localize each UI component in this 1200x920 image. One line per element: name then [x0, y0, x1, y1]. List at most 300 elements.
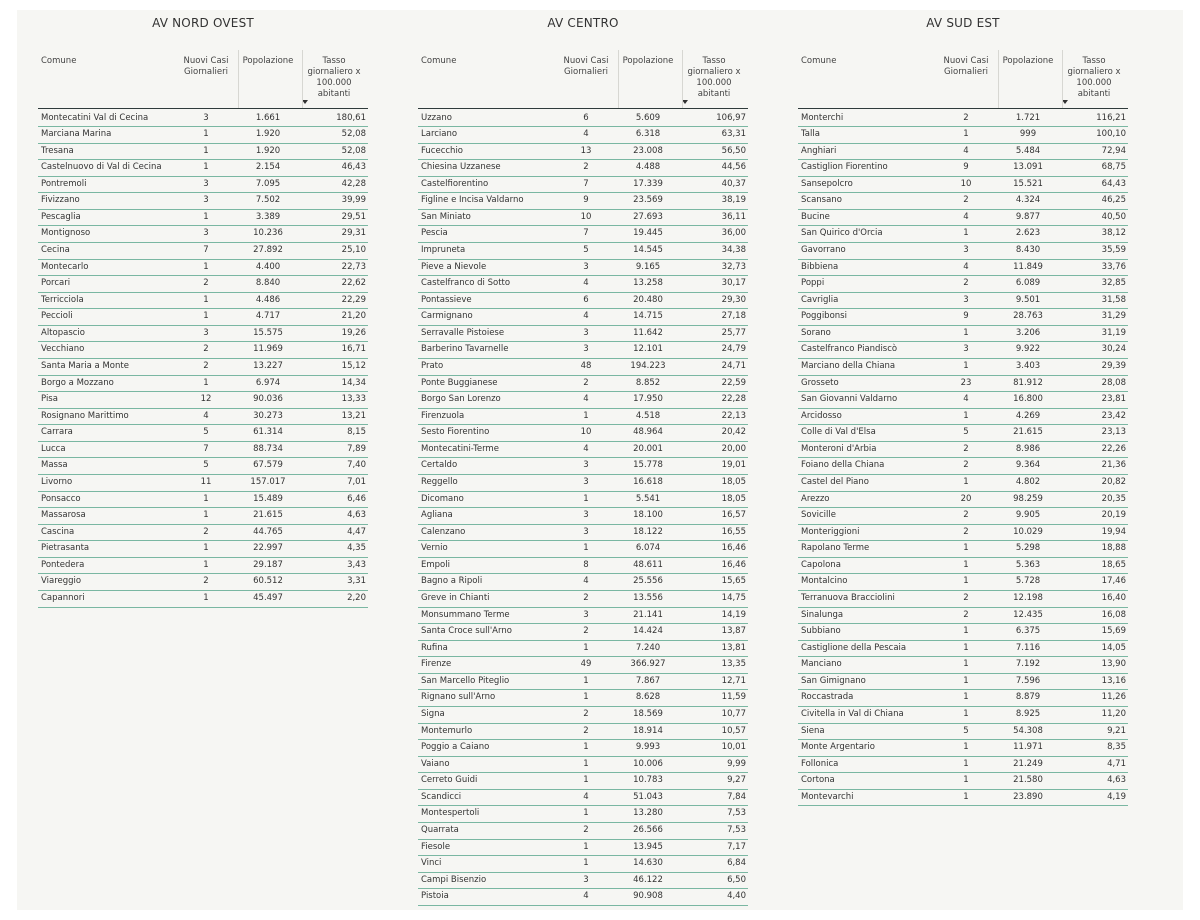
cell-tasso: 15,69: [1101, 626, 1126, 637]
cell-comune: Castiglione della Pescaia: [801, 642, 907, 653]
cell-popolazione: 10.006: [633, 758, 663, 769]
cell-nuovi-casi: 2: [583, 725, 589, 736]
table-row: [418, 424, 748, 442]
table-row: [38, 126, 368, 144]
cell-tasso: 13,33: [341, 394, 366, 405]
cell-comune: Dicomano: [421, 493, 464, 504]
table-row: [38, 292, 368, 310]
header-line: Nuovi Casi: [563, 56, 609, 66]
cell-popolazione: 13.556: [633, 593, 663, 604]
cell-comune: Montecatini-Terme: [421, 443, 499, 454]
cell-tasso: 16,55: [721, 526, 746, 537]
cell-nuovi-casi: 2: [963, 112, 969, 123]
cell-tasso: 9,99: [727, 758, 746, 769]
cell-tasso: 16,40: [1101, 593, 1126, 604]
cell-tasso: 20,00: [721, 443, 746, 454]
cell-tasso: 20,82: [1101, 477, 1126, 488]
cell-popolazione: 23.890: [1013, 791, 1043, 802]
cell-tasso: 22,62: [341, 278, 366, 289]
cell-nuovi-casi: 1: [963, 361, 969, 372]
cell-comune: Reggello: [421, 477, 458, 488]
cell-tasso: 11,26: [1101, 692, 1126, 703]
table-row: [418, 822, 748, 840]
cell-tasso: 32,73: [721, 261, 746, 272]
cell-nuovi-casi: 3: [203, 178, 209, 189]
cell-nuovi-casi: 1: [963, 410, 969, 421]
cell-comune: Montalcino: [801, 576, 848, 587]
cell-nuovi-casi: 1: [203, 129, 209, 140]
cell-tasso: 4,63: [347, 510, 366, 521]
cell-nuovi-casi: 1: [963, 791, 969, 802]
cell-tasso: 4,40: [727, 891, 746, 902]
cell-comune: Sovicille: [801, 510, 836, 521]
cell-comune: Vernio: [421, 543, 448, 554]
table-row: [798, 689, 1128, 707]
cell-nuovi-casi: 10: [580, 211, 592, 222]
cell-popolazione: 8.986: [1015, 443, 1041, 454]
cell-popolazione: 23.569: [633, 195, 663, 206]
cell-nuovi-casi: 3: [583, 609, 589, 620]
cell-popolazione: 90.908: [633, 891, 663, 902]
cell-tasso: 20,35: [1101, 493, 1126, 504]
header-line: 100.000: [696, 78, 732, 88]
cell-nuovi-casi: 1: [963, 742, 969, 753]
cell-tasso: 25,77: [721, 327, 746, 338]
cell-nuovi-casi: 3: [963, 344, 969, 355]
cell-comune: Firenze: [421, 659, 452, 670]
table-row: [798, 441, 1128, 459]
cell-nuovi-casi: 1: [583, 841, 589, 852]
cell-comune: Sesto Fiorentino: [421, 427, 490, 438]
cell-popolazione: 11.969: [253, 344, 283, 355]
cell-popolazione: 8.879: [1015, 692, 1041, 703]
cell-comune: Porcari: [41, 278, 71, 289]
cell-tasso: 24,79: [721, 344, 746, 355]
cell-comune: Bibbiena: [801, 261, 839, 272]
cell-comune: Vecchiano: [41, 344, 85, 355]
cell-nuovi-casi: 3: [583, 261, 589, 272]
cell-nuovi-casi: 1: [963, 775, 969, 786]
cell-popolazione: 3.389: [255, 211, 281, 222]
cell-tasso: 12,71: [721, 675, 746, 686]
column-separator: [1062, 50, 1063, 108]
table-row: [798, 275, 1128, 293]
column-header-popolazione[interactable]: Popolazione: [1002, 56, 1054, 66]
table-row: [38, 540, 368, 558]
cell-tasso: 19,26: [341, 327, 366, 338]
cell-comune: Scansano: [801, 195, 842, 206]
table-row: [418, 640, 748, 658]
cell-nuovi-casi: 48: [580, 361, 592, 372]
cell-comune: Quarrata: [421, 825, 459, 835]
cell-nuovi-casi: 1: [583, 642, 589, 653]
cell-nuovi-casi: 3: [583, 344, 589, 355]
cell-nuovi-casi: 1: [963, 477, 969, 488]
table-row: [798, 673, 1128, 691]
cell-comune: Borgo San Lorenzo: [421, 394, 501, 405]
table-row: [418, 491, 748, 509]
cell-popolazione: 45.497: [253, 593, 283, 604]
cell-nuovi-casi: 1: [583, 742, 589, 753]
cell-tasso: 22,59: [721, 377, 746, 388]
column-header-tasso[interactable]: [674, 56, 754, 100]
table-row: [418, 325, 748, 343]
cell-popolazione: 5.541: [635, 493, 661, 504]
table-row: [798, 126, 1128, 144]
cell-tasso: 30,17: [721, 278, 746, 289]
column-separator: [998, 50, 999, 108]
cell-popolazione: 54.308: [1013, 725, 1043, 736]
table-row: [38, 259, 368, 277]
cell-popolazione: 18.122: [633, 526, 663, 537]
cell-tasso: 36,00: [721, 228, 746, 239]
table-row: [38, 507, 368, 525]
header-line: 100.000: [316, 78, 352, 88]
cell-tasso: 22,13: [721, 410, 746, 421]
table-row: [798, 623, 1128, 641]
table-row: [798, 524, 1128, 542]
column-header-popolazione[interactable]: Popolazione: [622, 56, 674, 66]
cell-popolazione: 6.318: [635, 129, 661, 140]
cell-popolazione: 12.101: [633, 344, 663, 355]
cell-nuovi-casi: 2: [583, 593, 589, 604]
cell-nuovi-casi: 2: [963, 195, 969, 206]
cell-nuovi-casi: 2: [203, 526, 209, 537]
cell-nuovi-casi: 1: [203, 593, 209, 604]
cell-nuovi-casi: 3: [583, 526, 589, 537]
cell-tasso: 16,46: [721, 543, 746, 554]
cell-popolazione: 15.489: [253, 493, 283, 504]
cell-popolazione: 18.100: [633, 510, 663, 521]
cell-comune: Monsummano Terme: [421, 609, 510, 620]
table-row: [798, 607, 1128, 625]
cell-popolazione: 8.925: [1015, 709, 1041, 720]
cell-nuovi-casi: 1: [963, 642, 969, 653]
cell-comune: Sinalunga: [801, 609, 844, 620]
cell-nuovi-casi: 1: [203, 543, 209, 554]
cell-popolazione: 5.609: [635, 112, 661, 123]
cell-tasso: 22,26: [1101, 443, 1126, 454]
cell-nuovi-casi: 4: [583, 311, 589, 322]
cell-popolazione: 21.615: [253, 510, 283, 521]
cell-popolazione: 9.905: [1015, 510, 1041, 521]
cell-nuovi-casi: 1: [203, 145, 209, 156]
cell-popolazione: 4.488: [635, 162, 661, 173]
cell-tasso: 13,81: [721, 642, 746, 653]
cell-nuovi-casi: 1: [963, 626, 969, 637]
cell-popolazione: 7.240: [635, 642, 661, 653]
cell-nuovi-casi: 1: [203, 510, 209, 521]
table-row: [798, 424, 1128, 442]
cell-nuovi-casi: 1: [963, 758, 969, 769]
table-row: [418, 623, 748, 641]
cell-comune: Arcidosso: [801, 410, 842, 421]
header-line: abitanti: [317, 89, 351, 99]
cell-comune: Greve in Chianti: [421, 593, 490, 604]
cell-nuovi-casi: 8: [583, 559, 589, 570]
cell-tasso: 14,19: [721, 609, 746, 620]
header-line: giornaliero x: [687, 67, 741, 77]
cell-tasso: 7,89: [347, 443, 366, 454]
cell-comune: Larciano: [421, 129, 458, 140]
cell-nuovi-casi: 4: [963, 145, 969, 156]
cell-comune: Lucca: [41, 443, 66, 454]
cell-comune: Grosseto: [801, 377, 839, 388]
cell-tasso: 16,71: [341, 344, 366, 355]
table-row: [418, 540, 748, 558]
cell-nuovi-casi: 10: [960, 178, 972, 189]
cell-nuovi-casi: 1: [203, 294, 209, 305]
table-row: [798, 656, 1128, 674]
table-row: [798, 176, 1128, 194]
cell-comune: Arezzo: [801, 493, 830, 504]
cell-comune: Ponsacco: [41, 493, 81, 504]
cell-comune: Signa: [421, 709, 445, 720]
table-row: [798, 143, 1128, 161]
column-header-comune[interactable]: Comune: [801, 56, 837, 66]
cell-nuovi-casi: 5: [963, 725, 969, 736]
cell-tasso: 35,59: [1101, 245, 1126, 256]
cell-comune: Castelfranco Piandiscò: [801, 344, 898, 355]
cell-nuovi-casi: 4: [583, 791, 589, 802]
cell-popolazione: 5.298: [1015, 543, 1041, 554]
cell-comune: Certaldo: [421, 460, 458, 471]
cell-popolazione: 10.029: [1013, 526, 1043, 537]
cell-nuovi-casi: 1: [583, 775, 589, 786]
table-row: [418, 209, 748, 227]
cell-nuovi-casi: 1: [203, 162, 209, 173]
column-header-tasso[interactable]: [1054, 56, 1134, 100]
header-line: giornaliero x: [1067, 67, 1121, 77]
table-row: [38, 225, 368, 243]
cell-popolazione: 28.763: [1013, 311, 1043, 322]
header-line: 100.000: [1076, 78, 1112, 88]
cell-tasso: 16,46: [721, 559, 746, 570]
cell-comune: Castelfiorentino: [421, 178, 489, 189]
cell-tasso: 3,31: [347, 576, 366, 587]
cell-tasso: 36,11: [721, 211, 746, 222]
column-header-popolazione[interactable]: Popolazione: [242, 56, 294, 66]
cell-nuovi-casi: 1: [583, 692, 589, 703]
cell-nuovi-casi: 3: [203, 228, 209, 239]
table-row: [38, 242, 368, 260]
cell-comune: Poggio a Caiano: [421, 742, 490, 753]
column-separator: [618, 50, 619, 108]
header-line: Nuovi Casi: [943, 56, 989, 66]
cell-comune: Foiano della Chiana: [801, 460, 885, 471]
cell-comune: Viareggio: [41, 576, 82, 587]
table-row: [418, 772, 748, 790]
cell-popolazione: 21.580: [1013, 775, 1043, 786]
cell-comune: Sorano: [801, 327, 831, 338]
cell-popolazione: 1.661: [255, 112, 281, 123]
cell-comune: Pescaglia: [41, 211, 81, 222]
cell-nuovi-casi: 4: [583, 443, 589, 454]
cell-nuovi-casi: 2: [963, 460, 969, 471]
header-line: Tasso: [702, 56, 726, 66]
cell-tasso: 27,18: [721, 311, 746, 322]
table-row: [418, 474, 748, 492]
column-separator: [682, 50, 683, 108]
cell-popolazione: 5.484: [1015, 145, 1041, 156]
cell-nuovi-casi: 1: [963, 692, 969, 703]
cell-comune: Fiesole: [421, 841, 451, 852]
cell-tasso: 9,21: [1107, 725, 1126, 736]
cell-popolazione: 29.187: [253, 559, 283, 570]
cell-tasso: 19,01: [721, 460, 746, 471]
table-row: [418, 391, 748, 409]
cell-popolazione: 7.116: [1015, 642, 1041, 653]
cell-nuovi-casi: 1: [583, 758, 589, 769]
panel-title: AV SUD EST: [926, 16, 1000, 30]
cell-nuovi-casi: 2: [583, 626, 589, 637]
cell-comune: Prato: [421, 361, 444, 372]
cell-comune: Cecina: [41, 245, 70, 256]
table-row: [798, 192, 1128, 210]
table-row: [38, 590, 368, 608]
cell-nuovi-casi: 1: [203, 211, 209, 222]
cell-nuovi-casi: 2: [203, 576, 209, 587]
cell-tasso: 10,01: [721, 742, 746, 753]
table-row: [38, 325, 368, 343]
cell-tasso: 4,71: [1107, 758, 1126, 769]
column-header-comune[interactable]: Comune: [421, 56, 457, 66]
cell-popolazione: 13.280: [633, 808, 663, 819]
cell-comune: Cerreto Guidi: [421, 775, 478, 786]
table-row: [798, 723, 1128, 741]
table-row: [418, 888, 748, 906]
header-line: Giornalieri: [564, 67, 608, 77]
cell-tasso: 7,40: [347, 460, 366, 471]
cell-tasso: 6,50: [727, 874, 746, 885]
table-row: [798, 341, 1128, 359]
cell-nuovi-casi: 1: [963, 559, 969, 570]
cell-popolazione: 14.715: [633, 311, 663, 322]
cell-comune: Terranuova Bracciolini: [801, 593, 895, 604]
cell-popolazione: 98.259: [1013, 493, 1043, 504]
cell-comune: Poggibonsi: [801, 311, 847, 322]
cell-comune: Tresana: [41, 145, 74, 156]
cell-popolazione: 60.512: [253, 576, 283, 587]
cell-popolazione: 22.997: [253, 543, 283, 554]
cell-popolazione: 9.993: [635, 742, 661, 753]
cell-popolazione: 194.223: [630, 361, 666, 372]
cell-nuovi-casi: 2: [583, 377, 589, 388]
cell-popolazione: 1.920: [255, 145, 281, 156]
cell-comune: Pieve a Nievole: [421, 261, 487, 272]
cell-nuovi-casi: 1: [963, 675, 969, 686]
column-header-tasso[interactable]: [294, 56, 374, 100]
cell-comune: Civitella in Val di Chiana: [801, 709, 904, 720]
cell-comune: Montemurlo: [421, 725, 473, 736]
header-line: Tasso: [1082, 56, 1106, 66]
cell-popolazione: 7.095: [255, 178, 281, 189]
cell-tasso: 18,05: [721, 493, 746, 504]
cell-comune: Cascina: [41, 526, 75, 537]
cell-comune: Pontedera: [41, 559, 85, 570]
cell-comune: Empoli: [421, 559, 450, 570]
table-row: [38, 474, 368, 492]
cell-nuovi-casi: 3: [963, 245, 969, 256]
cell-popolazione: 14.424: [633, 626, 663, 637]
cell-popolazione: 999: [1019, 129, 1037, 140]
cell-popolazione: 4.324: [1015, 195, 1041, 206]
cell-tasso: 17,46: [1101, 576, 1126, 587]
cell-nuovi-casi: 4: [963, 261, 969, 272]
cell-popolazione: 8.628: [635, 692, 661, 703]
cell-nuovi-casi: 1: [963, 659, 969, 670]
table-row: [418, 341, 748, 359]
table-row: [38, 192, 368, 210]
cell-popolazione: 9.922: [1015, 344, 1041, 355]
cell-comune: Montevarchi: [801, 791, 854, 802]
table-row: [418, 590, 748, 608]
table-row: [418, 110, 748, 128]
cell-nuovi-casi: 3: [583, 327, 589, 338]
cell-comune: Gavorrano: [801, 245, 846, 256]
cell-nuovi-casi: 1: [963, 327, 969, 338]
cell-tasso: 9,27: [727, 775, 746, 786]
cell-popolazione: 14.630: [633, 858, 663, 869]
cell-popolazione: 4.400: [255, 261, 281, 272]
column-separator: [302, 50, 303, 108]
cell-popolazione: 18.569: [633, 709, 663, 720]
cell-comune: Figline e Incisa Valdarno: [421, 195, 524, 206]
cell-tasso: 52,08: [341, 129, 366, 140]
cell-comune: Rufina: [421, 642, 448, 653]
cell-comune: Pescia: [421, 228, 448, 239]
cell-comune: Barberino Tavarnelle: [421, 344, 509, 355]
cell-popolazione: 61.314: [253, 427, 283, 438]
table-row: [798, 457, 1128, 475]
cell-tasso: 8,15: [347, 427, 366, 438]
cell-nuovi-casi: 23: [960, 377, 972, 388]
dashboard-page: [17, 10, 1183, 910]
cell-popolazione: 48.964: [633, 427, 663, 438]
column-header-comune[interactable]: Comune: [41, 56, 77, 66]
cell-popolazione: 5.728: [1015, 576, 1041, 587]
cell-tasso: 14,75: [721, 593, 746, 604]
table-row: [38, 308, 368, 326]
cell-tasso: 42,28: [341, 178, 366, 189]
cell-comune: Castelnuovo di Val di Cecina: [41, 162, 162, 173]
cell-popolazione: 9.877: [1015, 211, 1041, 222]
table-row: [798, 507, 1128, 525]
table-row: [798, 474, 1128, 492]
cell-popolazione: 1.920: [255, 129, 281, 140]
cell-tasso: 23,81: [1101, 394, 1126, 405]
cell-comune: Roccastrada: [801, 692, 854, 703]
cell-nuovi-casi: 5: [963, 427, 969, 438]
cell-comune: San Marcello Piteglio: [421, 675, 510, 686]
cell-comune: Pontremoli: [41, 178, 87, 189]
cell-nuovi-casi: 13: [580, 145, 592, 156]
table-row: [418, 457, 748, 475]
cell-popolazione: 20.001: [633, 443, 663, 454]
panel-title: AV NORD OVEST: [152, 16, 254, 30]
cell-comune: Marciana Marina: [41, 129, 112, 140]
cell-tasso: 46,43: [341, 162, 366, 173]
cell-nuovi-casi: 2: [963, 609, 969, 620]
table-row: [38, 491, 368, 509]
cell-popolazione: 88.734: [253, 443, 283, 454]
cell-comune: Subbiano: [801, 626, 841, 637]
cell-tasso: 13,90: [1101, 659, 1126, 670]
cell-nuovi-casi: 49: [580, 659, 592, 670]
cell-comune: Terricciola: [41, 294, 84, 305]
cell-popolazione: 19.445: [633, 228, 663, 239]
cell-popolazione: 4.486: [255, 294, 281, 305]
